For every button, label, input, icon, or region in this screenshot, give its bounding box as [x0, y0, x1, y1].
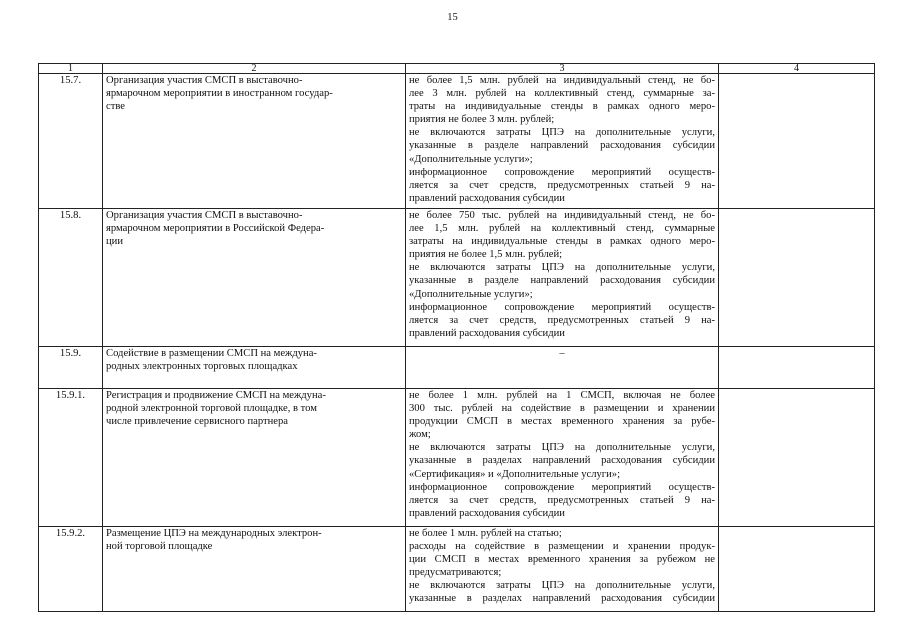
table-row [39, 389, 875, 527]
table-row [39, 347, 875, 389]
description-line: Содействие в размещении СМСП на междуна- [106, 348, 317, 359]
conditions-line: не включаются затраты ЦПЭ на дополнительные услуги, [409, 580, 715, 592]
item-note [719, 347, 875, 389]
table-row [39, 527, 875, 612]
conditions-line: лее 3 млн. рублей на коллективный стенд, суммарные за- [409, 88, 715, 100]
description-line: Размещение ЦПЭ на международных электрон- [106, 528, 322, 539]
column-header: 1 [39, 64, 103, 74]
conditions-line: предусматриваются; [409, 567, 502, 579]
conditions-line: не более 1,5 млн. рублей на индивидуальный стенд, не бо- [409, 75, 715, 86]
table-row [39, 74, 875, 209]
description-line: числе привлечение сервисного партнера [106, 416, 289, 428]
item-note [719, 74, 875, 209]
item-conditions [406, 389, 719, 527]
conditions-line: указанные в разделах направлений расходования субсидии [409, 455, 715, 467]
conditions-line: правлений расходования субсидии [409, 327, 565, 339]
item-note [719, 527, 875, 612]
description-line: ярмарочном мероприятии в Российской Федера- [106, 223, 325, 235]
item-description [103, 74, 406, 209]
conditions-line: траты на индивидуальные стенды в рамках одного меро- [409, 101, 715, 113]
conditions-line: указанные в разделах направлений расходования субсидии [409, 593, 715, 605]
page-number: 15 [447, 12, 458, 23]
description-line: родной электронной торговой площадке, в том [106, 403, 317, 415]
conditions-line: информационное сопровождение мероприятий осуществ- [409, 166, 715, 178]
conditions-line: не включаются затраты ЦПЭ на дополнительные услуги, [409, 442, 715, 454]
description-line: Организация участия СМСП в выставочно- [106, 210, 303, 221]
conditions-line: не более 750 тыс. рублей на индивидуальный стенд, не бо- [409, 210, 715, 221]
item-number: 15.9. [39, 347, 103, 389]
description-line: ярмарочном мероприятии в иностранном государ- [106, 88, 333, 100]
conditions-line: правлений расходования субсидии [409, 192, 565, 204]
item-conditions [406, 74, 719, 209]
conditions-line: указанные в разделе направлений расходования субсидии [409, 275, 715, 287]
conditions-line: указанные в разделе направлений расходования субсидии [409, 140, 715, 152]
conditions-line: расходы на содействие в размещении и хранении продук- [409, 541, 715, 553]
conditions-line: «Сертификация» и «Дополнительные услуги»; [409, 468, 621, 480]
item-conditions [406, 527, 719, 612]
conditions-line: ляется за счет средств, предусмотренных статьей 9 на- [409, 494, 715, 506]
item-number: 15.9.2. [39, 527, 103, 612]
description-line: стве [106, 101, 125, 113]
item-description [103, 347, 406, 389]
item-conditions [406, 209, 719, 347]
item-description [103, 389, 406, 527]
conditions-line: ции СМСП в местах временного хранения за рубежом не [409, 554, 715, 566]
conditions-line: «Дополнительные услуги»; [409, 288, 533, 300]
column-header: 4 [719, 64, 875, 74]
item-note [719, 209, 875, 347]
conditions-line: «Дополнительные услуги»; [409, 153, 533, 165]
item-note [719, 389, 875, 527]
conditions-line: продукции СМСП в местах временного хранения за рубе- [409, 416, 715, 428]
conditions-line: жом; [409, 429, 431, 441]
conditions-line: не включаются затраты ЦПЭ на дополнительные услуги, [409, 127, 715, 139]
conditions-line: ляется за счет средств, предусмотренных статьей 9 на- [409, 314, 715, 326]
empty-dash: – [559, 348, 565, 359]
conditions-line: приятия не более 1,5 млн. рублей; [409, 249, 563, 261]
table-header-row [39, 64, 875, 74]
column-header: 2 [103, 64, 406, 74]
description-line: ции [106, 236, 124, 248]
item-conditions [406, 347, 719, 389]
item-description [103, 209, 406, 347]
conditions-line: информационное сопровождение мероприятий осуществ- [409, 481, 715, 493]
item-description [103, 527, 406, 612]
description-line: родных электронных торговых площадках [106, 361, 298, 373]
conditions-line: не включаются затраты ЦПЭ на дополнительные услуги, [409, 262, 715, 274]
conditions-line: лее 1,5 млн. рублей на коллективный стенд, суммарные [409, 223, 715, 235]
conditions-line: не более 1 млн. рублей на статью; [409, 528, 562, 539]
description-line: Организация участия СМСП в выставочно- [106, 75, 303, 86]
table-body [39, 74, 875, 612]
item-number: 15.9.1. [39, 389, 103, 527]
item-number: 15.8. [39, 209, 103, 347]
column-header: 3 [406, 64, 719, 74]
conditions-line: затраты на индивидуальные стенды в рамках одного меро- [409, 236, 715, 248]
conditions-line: ляется за счет средств, предусмотренных статьей 9 на- [409, 179, 715, 191]
description-line: Регистрация и продвижение СМСП на междуна- [106, 390, 326, 401]
conditions-line: 300 тыс. рублей на содействие в размещении и хранении [409, 403, 715, 415]
item-number: 15.7. [39, 74, 103, 209]
document-table [38, 63, 875, 612]
table-row [39, 209, 875, 347]
conditions-line: не более 1 млн. рублей на 1 СМСП, включая не более [409, 390, 715, 401]
description-line: ной торговой площадке [106, 541, 213, 553]
conditions-line: информационное сопровождение мероприятий осуществ- [409, 301, 715, 313]
conditions-line: приятия не более 3 млн. рублей; [409, 114, 555, 126]
conditions-line: правлений расходования субсидии [409, 507, 565, 519]
